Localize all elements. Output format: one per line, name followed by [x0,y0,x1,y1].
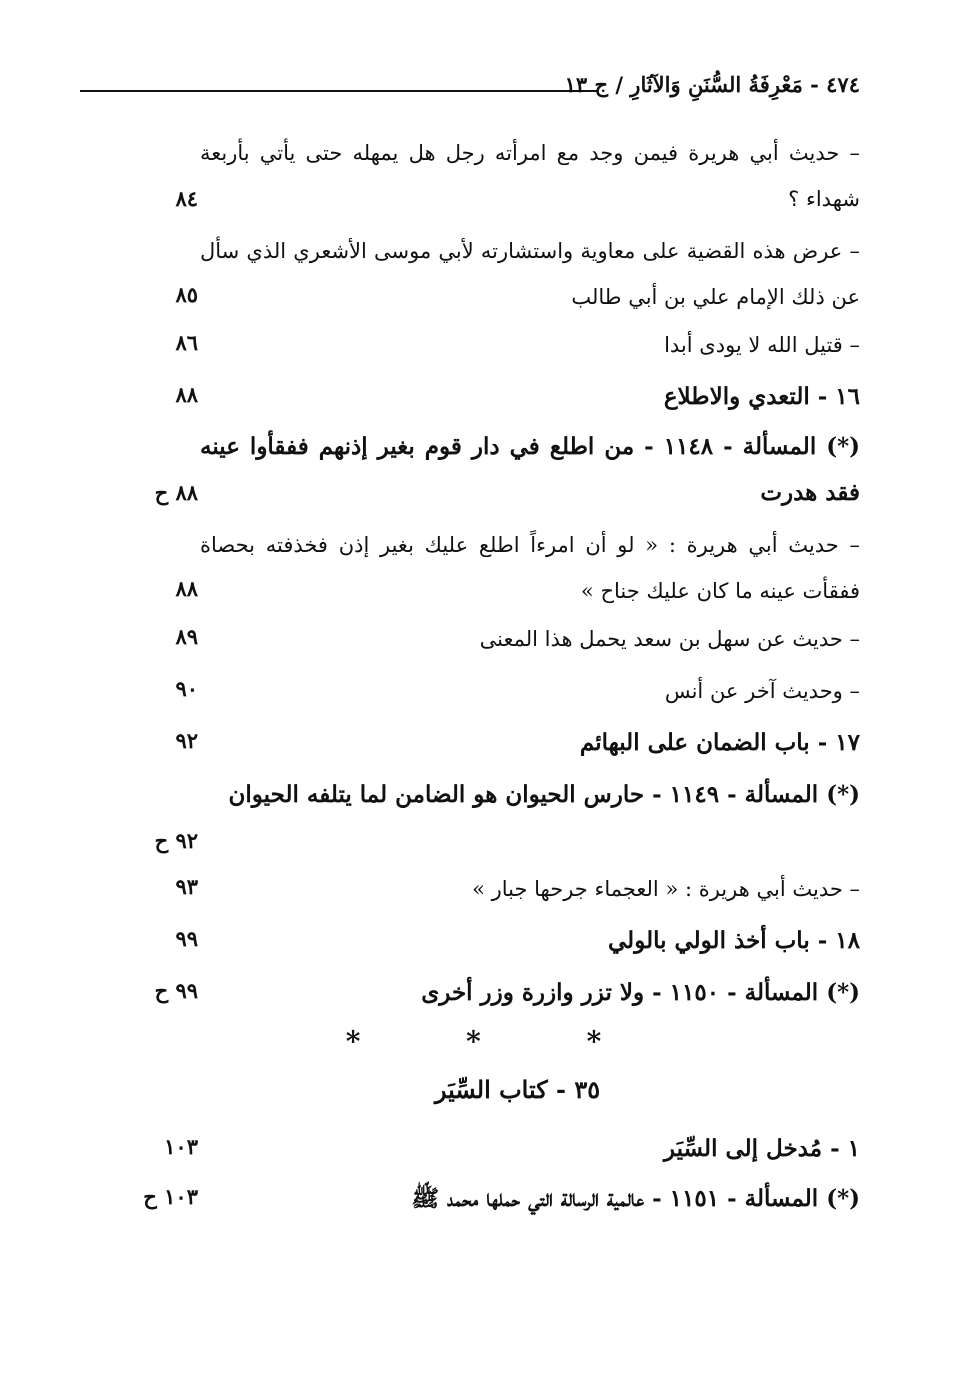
chapter-heading [90,720,860,766]
issue-entry [90,970,860,1016]
chapter-heading [90,918,860,964]
entry-text: – قتيل الله لا يودى أبدا [664,333,860,357]
entry-text: – وحديث آخر عن أنس [664,679,860,703]
header-rule [80,90,598,92]
chapter-heading [90,374,860,420]
entry-text: (*) المسألة - ١١٤٩ - حارس الحيوان هو الضامن لما يتلفه الحيوان [228,781,860,808]
index-entry [90,130,860,222]
entry-page-number: ١٠٣ ح [143,1184,198,1209]
entry-page-number: ٩٠ [175,676,198,701]
header-title: ٤٧٤ - مَعْرِفَةُ السُّنَنِ وَالآثَارِ / ج ١٣ [564,72,860,97]
index-entry [90,668,860,714]
entry-text: (*) المسألة - ١١٤٨ - من اطلع في دار قوم بغير إذنهم ففقأوا عينه فقد هدرت [200,433,860,506]
index-entry [90,866,860,912]
running-header [80,66,860,106]
entry-text: – حديث أبي هريرة : « العجماء جرحها جبار » [472,877,860,901]
entry-text: (*) المسألة - ١١٥١ - عالمية الرسالة التي حملها محمد ﷺ [411,1185,860,1212]
entry-text: – حديث أبي هريرة فيمن وجد مع امرأته رجل هل يمهله حتى يأتي بأربعة شهداء ؟ [200,141,860,211]
entry-text: – عرض هذه القضية على معاوية واستشارته لأبي موسى الأشعري الذي سأل عن ذلك الإمام علي بن أبي طالب [200,239,860,309]
entry-page-number: ٩٢ [175,728,198,753]
entry-page-number: ٩٣ [175,874,198,899]
entry-text: – حديث عن سهل بن سعد يحمل هذا المعنى [479,627,860,651]
entry-page-number: ٩٢ ح [154,828,198,853]
entry-page-number: ٩٩ [175,926,198,951]
book-title: ٣٥ - كتاب السِّيَر [434,1075,601,1104]
entry-page-number: ٨٨ [175,576,198,601]
entry-page-number: ١٠٣ [164,1134,198,1159]
entry-page-number: ٨٨ [175,382,198,407]
entry-page-number: ٨٤ [175,186,198,211]
entry-text: ١٦ - التعدي والاطلاع [663,383,860,410]
entry-text: – حديث أبي هريرة : « لو أن امرءاً اطلع عليك بغير إذن فخذفته بحصاة ففقأت عينه ما كان عليك جناح » [200,533,860,603]
entry-text: ١ - مُدخل إلى السِّيَر [663,1135,860,1162]
issue-entry [90,424,860,516]
index-entry [90,616,860,662]
entry-text: (*) المسألة - ١١٥٠ - ولا تزر وازرة وزر أخرى [421,979,860,1006]
index-entry [90,522,860,614]
issue-entry [90,1176,860,1222]
issue-entry [90,772,860,864]
index-entry [90,228,860,320]
section-separator: * * * [345,1025,650,1058]
entry-page-number: ٨٩ [175,624,198,649]
entry-page-number: ٩٩ ح [154,978,198,1003]
entry-text: ١٨ - باب أخذ الولي بالولي [608,927,860,954]
index-entry [90,322,860,368]
entry-page-number: ٨٦ [175,330,198,355]
entry-page-number: ٨٥ [175,282,198,307]
entry-page-number: ٨٨ ح [154,480,198,505]
entry-text: ١٧ - باب الضمان على البهائم [579,729,860,756]
chapter-heading [90,1126,860,1172]
